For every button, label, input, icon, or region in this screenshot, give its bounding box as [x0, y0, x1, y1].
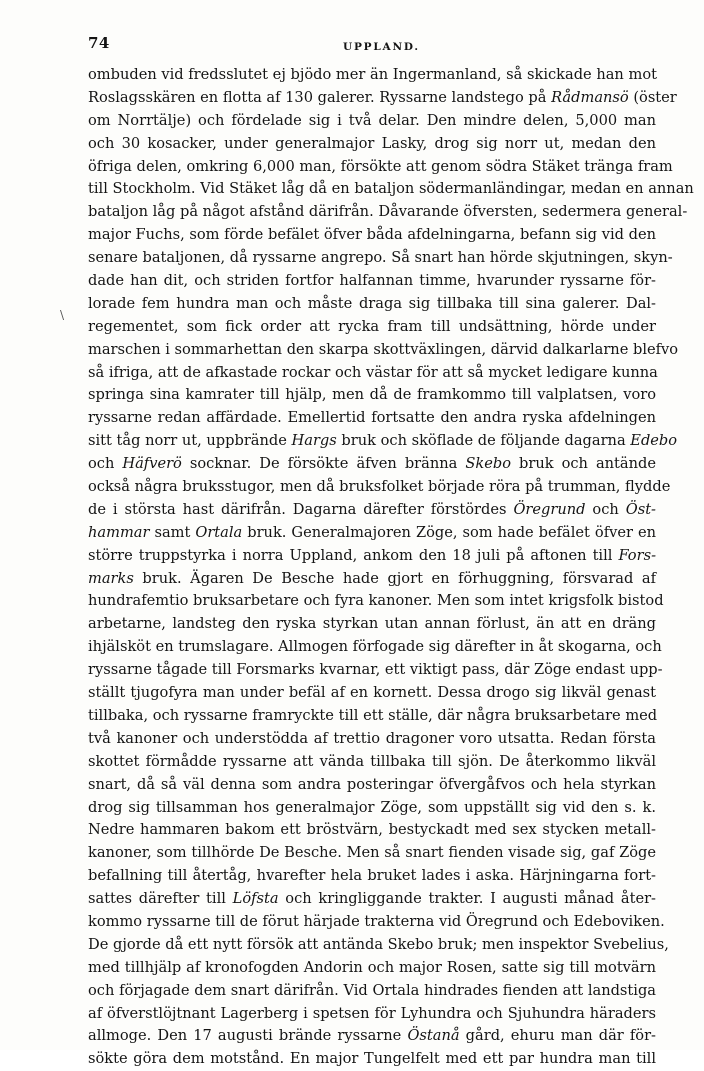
text-line — [88, 797, 656, 820]
text-line — [88, 178, 694, 201]
text-run: till Stockholm. Vid Stäket låg då en bataljon södermanländingar, medan en annan — [88, 180, 694, 198]
text-line — [88, 980, 656, 1003]
text-line — [88, 1048, 656, 1071]
text-line — [88, 613, 656, 636]
text-line — [88, 1025, 656, 1048]
text-line — [88, 659, 663, 682]
text-line — [88, 957, 656, 980]
text-run: tillbaka, och ryssarne framryckte till ett ställe, där några bruksarbetare med — [88, 706, 658, 724]
text-line — [88, 545, 656, 568]
text-line — [88, 499, 656, 522]
italic-place-name: Östanå — [407, 1027, 460, 1045]
text-run: sitt tåg norr ut, uppbrände — [88, 432, 292, 450]
text-line — [88, 64, 656, 87]
text-run: skottet förmådde ryssarne att vända tillbaka till sjön. De återkommo likväl — [88, 752, 656, 770]
text-run: ombuden vid fredsslutet ej bjödo mer än Ingermanland, så skickade han mot — [88, 66, 657, 83]
italic-place-name: Skebo — [465, 455, 511, 473]
text-run: senare bataljonen, då ryssarne angrepo. Så snart han hörde skjutningen, skyn- — [88, 249, 673, 267]
page-number: 74 — [88, 34, 110, 52]
text-line — [88, 888, 656, 911]
text-run: kanoner, som tillhörde De Besche. Men så snart fienden visade sig, gaf Zöge — [88, 844, 656, 862]
text-line — [88, 819, 656, 842]
text-line — [88, 453, 656, 476]
text-run: så ifriga, att de afkastade rockar och västar för att så mycket ledigare kunna — [88, 363, 658, 381]
text-run: om Norrtälje) och fördelade sig i två delar. Den mindre delen, 5,000 man — [88, 111, 656, 129]
text-run: bruk och sköflade de följande dagarna — [336, 432, 631, 450]
text-run: ryssarne redan affärdade. Emellertid fortsatte den andra ryska afdelningen — [88, 409, 656, 427]
text-line — [88, 522, 656, 545]
text-run: De gjorde då ett nytt försök att antända Skebo bruk; men inspektor Svebelius, — [88, 935, 669, 953]
text-line — [88, 316, 656, 339]
text-line — [88, 636, 662, 659]
text-run: sökte göra dem motstånd. En major Tungelfelt med ett par hundra man till — [88, 1050, 656, 1068]
text-line — [88, 590, 664, 613]
text-run: gård, ehuru man där för- — [459, 1027, 656, 1045]
text-run: med tillhjälp af kronofogden Andorin och major Rosen, satte sig till motvärn — [88, 958, 656, 976]
text-run: också några bruksstugor, men då bruksfolket började röra på trumman, flydde — [88, 478, 671, 496]
italic-place-name: Hargs — [291, 432, 337, 450]
text-run: och 30 kosacker, under generalmajor Lasky, drog sig norr ut, medan den — [88, 134, 656, 152]
text-line — [88, 1003, 656, 1026]
italic-place-name: hammar — [88, 523, 150, 541]
text-run: springa sina kamrater till hjälp, men då de framkommo till valplatsen, voro — [88, 386, 656, 404]
text-run: allmoge. Den 17 augusti brände ryssarne — [88, 1027, 408, 1045]
text-line — [88, 476, 671, 499]
text-run: kommo ryssarne till de förut härjade trakterna vid Öregrund och Edeboviken. — [88, 912, 665, 930]
text-run: regementet, som fick order att rycka fram till undsättning, hörde under — [88, 317, 656, 335]
text-run: och kringliggande trakter. I augusti månad åter- — [278, 890, 656, 908]
text-line — [88, 751, 656, 774]
text-run: bruk och antände — [510, 455, 656, 473]
text-line — [88, 87, 677, 110]
text-line — [88, 133, 656, 156]
text-run: marschen i sommarhettan den skarpa skottväxlingen, därvid dalkarlarne blefvo — [88, 340, 679, 358]
text-line — [88, 247, 673, 270]
text-run: ställt tjugofyra man under befäl af en kornett. Dessa drogo sig likväl genast — [88, 684, 656, 702]
text-line — [88, 705, 656, 728]
text-run: dade han dit, och striden fortfor halfannan timme, hvarunder ryssarne för- — [88, 272, 656, 290]
running-head: UPPLAND. — [343, 41, 420, 53]
text-run: socknar. De försökte äfven bränna — [181, 455, 466, 473]
text-run: lorade fem hundra man och måste draga sig tillbaka till sina galerer. Dal- — [88, 294, 656, 312]
text-run: Roslagsskären en flotta af 130 galerer. Ryssarne landstego på — [88, 88, 552, 106]
text-run: och — [88, 455, 123, 473]
text-run: arbetarne, landsteg den ryska styrkan utan annan förlust, än att en dräng — [88, 615, 656, 633]
text-run: befallning till återtåg, hvarefter hela bruket lades i aska. Härjningarna fort- — [88, 867, 656, 885]
italic-place-name: marks — [88, 569, 134, 587]
italic-place-name: Fors- — [618, 546, 656, 564]
text-line — [88, 682, 656, 705]
text-run: ryssarne tågade till Forsmarks kvarnar, ett viktigt pass, där Zöge endast upp- — [88, 661, 663, 679]
text-run: sattes därefter till — [88, 890, 233, 908]
italic-place-name: Löfsta — [232, 890, 279, 908]
text-line — [88, 430, 678, 453]
text-run: af öfverstlöjtnant Lagerberg i spetsen för Lyhundra och Sjuhundra häraders — [88, 1004, 656, 1022]
text-line — [88, 728, 656, 751]
text-run: bruk. Generalmajoren Zöge, som hade befälet öfver en — [242, 523, 656, 541]
text-run: och — [585, 500, 626, 518]
text-line — [88, 842, 656, 865]
text-line — [88, 568, 656, 591]
italic-place-name: Rådmansö — [551, 88, 629, 106]
margin-mark: \ — [60, 308, 65, 322]
body-text — [88, 64, 694, 1071]
text-run: drog sig tillsamman hos generalmajor Zöge, som uppställt sig vid den s. k. — [88, 798, 656, 816]
text-line — [88, 110, 656, 133]
text-run: de i största hast därifrån. Dagarna därefter förstördes — [88, 500, 514, 518]
text-run: hundrafemtio bruksarbetare och fyra kanoner. Men som intet krigsfolk bistod — [88, 592, 664, 610]
text-line — [88, 362, 656, 385]
text-run: och förjagade dem snart därifrån. Vid Ortala hindrades fienden att landstiga — [88, 981, 656, 999]
text-line — [88, 339, 679, 362]
text-run: bruk. Ägaren De Besche hade gjort en förhuggning, försvarad af — [133, 569, 656, 587]
text-line — [88, 865, 656, 888]
text-run: större truppstyrka i norra Uppland, ankom den 18 juli på aftonen till — [88, 546, 619, 564]
text-run: (öster — [628, 88, 677, 106]
text-run: öfriga delen, omkring 6,000 man, försökte att genom södra Stäket tränga fram — [88, 157, 673, 175]
text-line — [88, 934, 669, 957]
text-run: ihjälsköt en trumslagare. Allmogen förfogade sig därefter in åt skogarna, och — [88, 638, 662, 656]
italic-place-name: Öregrund — [513, 500, 586, 518]
text-line — [88, 384, 656, 407]
text-line — [88, 911, 665, 934]
text-run: bataljon låg på något afstånd därifrån. Dåvarande öfversten, sedermera general- — [88, 203, 688, 221]
text-line — [88, 774, 656, 797]
italic-place-name: Häfverö — [122, 455, 182, 473]
italic-place-name: Ortala — [195, 523, 243, 541]
italic-place-name: Öst- — [625, 500, 656, 518]
text-line — [88, 224, 656, 247]
text-run: major Fuchs, som förde befälet öfver båda afdelningarna, befann sig vid den — [88, 226, 656, 244]
text-line — [88, 156, 673, 179]
text-run: Nedre hammaren bakom ett bröstvärn, bestyckadt med sex stycken metall- — [88, 821, 656, 839]
text-run: snart, då så väl denna som andra posteringar öfvergåfvos och hela styrkan — [88, 775, 656, 793]
text-run: två kanoner och understödda af trettio dragoner voro utsatta. Redan första — [88, 729, 656, 747]
text-line — [88, 270, 656, 293]
text-run: samt — [149, 523, 196, 541]
text-line — [88, 201, 688, 224]
italic-place-name: Edebo — [630, 432, 678, 450]
text-line — [88, 407, 656, 430]
text-line — [88, 293, 656, 316]
